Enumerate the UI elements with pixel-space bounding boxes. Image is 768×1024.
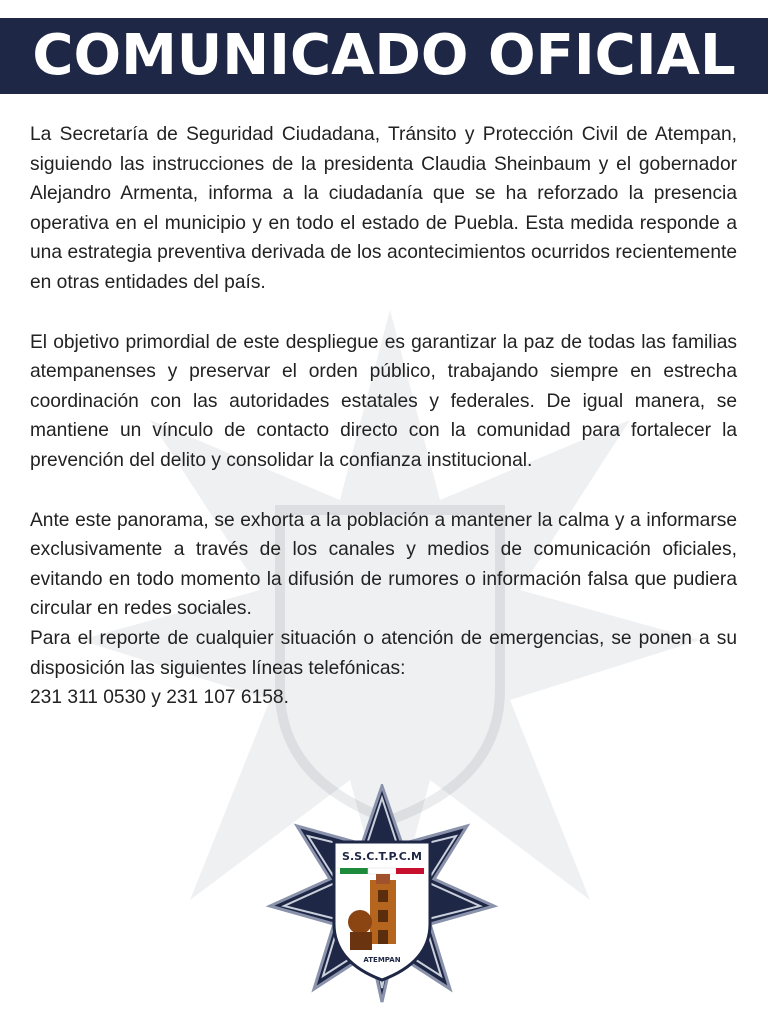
paragraph-2: El objetivo primordial de este despliegue es garantizar la paz de todas las familias atempanenses y preservar el orden público, trabajando siempre en estrecha coordinación con las autoridades estatales y federales. De igual manera, se mantiene un vínculo de contacto directo con la comunidad para fortalecer la prevención del delito y consolidar la confianza institucional.: [30, 331, 737, 471]
paragraph-1: La Secretaría de Seguridad Ciudadana, Tránsito y Protección Civil de Atempan, siguiendo las instrucciones de la presidenta Claudia Sheinbaum y el gobernador Alejandro Armenta, informa a la ciudadanía que se ha reforzado la presencia operativa en el municipio y en todo el estado de Puebla. Esta medida responde a una estrategia preventiva derivada de los acontecimientos ocurridos recientemente en otras entidades del país.: [30, 124, 737, 293]
paragraph-3: Ante este panorama, se exhorta a la población a mantener la calma y a informarse exclusivamente a través de los canales y medios de comunicación oficiales, evitando en todo momento la difusión de rumores o información falsa que pudiera circular en redes sociales.: [30, 509, 737, 620]
header-banner: [0, 18, 768, 94]
phone-numbers: 231 311 0530 y 231 107 6158.: [30, 687, 289, 709]
page-title: COMUNICADO OFICIAL: [32, 23, 736, 88]
badge-acronym: S.S.C.T.P.C.M: [342, 850, 422, 863]
paragraph-4: Para el reporte de cualquier situación o atención de emergencias, se ponen a su disposición las siguientes líneas telefónicas:: [30, 627, 737, 679]
badge-town: ATEMPAN: [363, 956, 401, 964]
police-badge-logo: [262, 784, 502, 1004]
communique-body: [30, 120, 737, 713]
